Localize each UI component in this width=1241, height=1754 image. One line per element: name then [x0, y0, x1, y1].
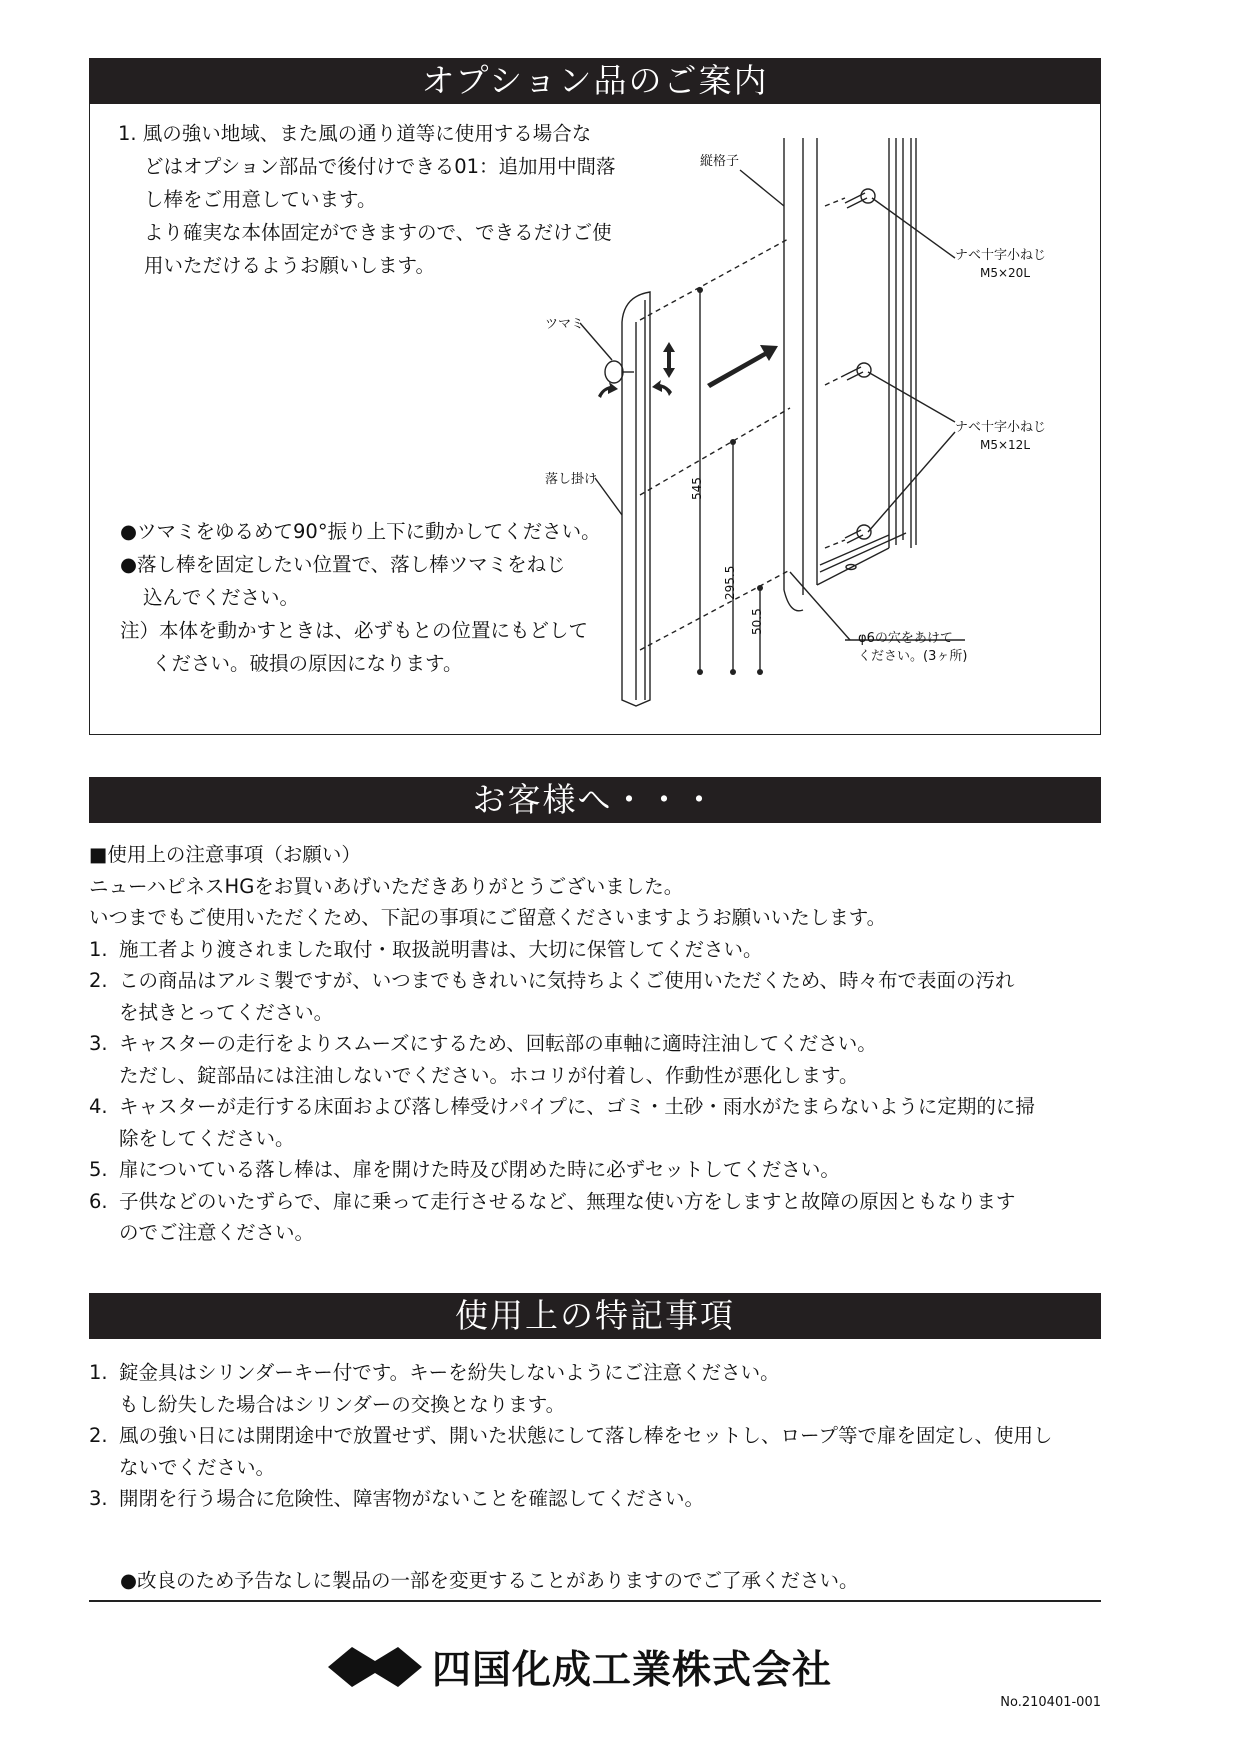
note-text: を拭きとってください。: [119, 1000, 334, 1024]
customer-notes: [89, 839, 1035, 1249]
note-number: 6.: [89, 1189, 108, 1213]
note-text: キャスターの走行をよりスムーズにするため、回転部の車軸に適時注油してください。: [119, 1032, 877, 1055]
note-text: のでご注意ください。: [119, 1221, 315, 1244]
note-item: [89, 1028, 1035, 1060]
label-tatekoshi: 縦格子: [700, 154, 740, 169]
note-number: 3.: [89, 1032, 108, 1055]
customer-section-title: お客様へ・・・: [89, 777, 1101, 823]
note-text: この商品はアルミ製ですが、いつまでもきれいに気持ちよくご使用いただくため、時々布で表面の汚れ: [119, 969, 1015, 992]
note-number: 1.: [89, 937, 108, 961]
dimension-505: 50.5: [750, 608, 764, 635]
note-number: 4.: [89, 1095, 108, 1118]
option-section-title: オプション品のご案内: [89, 58, 1101, 104]
dimension-545: 545: [690, 477, 704, 500]
note-item: [89, 965, 1035, 997]
special-item: [89, 1483, 1052, 1515]
note-item: [89, 1091, 1035, 1123]
label-screw-1-size: M5×20L: [980, 266, 1030, 280]
note-number: 2.: [89, 969, 108, 992]
special-text: 風の強い日には開閉途中で放置せず、開いた状態にして落し棒をセットし、ロープ等で扉を固定し、使用し: [119, 1424, 1053, 1447]
special-text: もし紛失した場合はシリンダーの交換となります。: [119, 1392, 566, 1416]
note-item: [89, 934, 1035, 966]
label-screw-2: ナベ十字小ねじ: [955, 420, 1047, 435]
intro-line: どはオプション部品で後付けできる01：追加用中間落: [144, 155, 616, 178]
company-logo: [328, 1638, 832, 1696]
note-number: 5.: [89, 1158, 108, 1181]
note-text: キャスターが走行する床面および落し棒受けパイプに、ゴミ・土砂・雨水がたまらないように定期的に掃: [119, 1095, 1035, 1118]
bullet-line: ●落し棒を固定したい位置で、落し棒ツマミをねじ: [120, 553, 566, 576]
notes-heading: ■使用上の注意事項（お願い）: [89, 843, 361, 866]
note-item: [89, 1154, 1035, 1186]
special-number: 1.: [89, 1361, 108, 1384]
document-number: No.210401-001: [1000, 1695, 1101, 1710]
footer-divider: [89, 1600, 1101, 1602]
label-knob: ツマミ: [545, 317, 585, 332]
bullet-line: 込んでください。: [143, 586, 300, 609]
special-section-title: 使用上の特記事項: [89, 1293, 1101, 1339]
intro-line: し棒をご用意しています。: [144, 188, 377, 211]
bullet-line: ください。破損の原因になります。: [152, 652, 463, 675]
special-text: ないでください。: [119, 1455, 276, 1479]
dimension-2955: 295.5: [723, 565, 737, 600]
special-number: 3.: [89, 1487, 108, 1510]
installation-diagram: [0, 0, 1241, 760]
special-number: 2.: [89, 1424, 108, 1447]
label-hole-2: ください。(3ヶ所): [858, 649, 968, 664]
notes-intro: いつまでもご使用いただくため、下記の事項にご留意くださいますようお願いいたします。: [89, 906, 887, 929]
improvement-notice: ●改良のため予告なしに製品の一部を変更することがありますのでご了承ください。: [120, 1569, 859, 1592]
note-text: ただし、錠部品には注油しないでください。ホコリが付着し、作動性が悪化します。: [119, 1063, 859, 1087]
note-item: [89, 1186, 1035, 1218]
intro-line: 用いただけるようお願いします。: [144, 254, 435, 277]
intro-line: より確実な本体固定ができますので、できるだけご使: [144, 221, 612, 244]
label-screw-1: ナベ十字小ねじ: [955, 248, 1047, 263]
bullet-line: 注）本体を動かすときは、必ずもとの位置にもどして: [120, 619, 589, 642]
intro-line: 1. 風の強い地域、また風の通り道等に使用する場合な: [118, 122, 592, 145]
note-text: 除をしてください。: [119, 1126, 295, 1150]
special-item: [89, 1357, 1052, 1389]
special-text: 錠金具はシリンダーキー付です。キーを紛失しないようにご注意ください。: [119, 1361, 780, 1384]
note-text: 子供などのいたずらで、扉に乗って走行させるなど、無理な使い方をしますと故障の原因ともなります: [119, 1189, 1016, 1213]
note-text: 扉についている落し棒は、扉を開けた時及び閉めた時に必ずセットしてください。: [119, 1158, 840, 1181]
company-mark-icon: [328, 1643, 422, 1691]
note-text: 施工者より渡されました取付・取扱説明書は、大切に保管してください。: [119, 937, 763, 961]
special-item: [89, 1420, 1052, 1452]
special-notes: [89, 1357, 1052, 1515]
label-hole-1: φ6の穴をあけて: [858, 631, 953, 646]
label-screw-2-size: M5×12L: [980, 438, 1030, 452]
notes-intro: ニューハピネスHGをお買いあげいただきありがとうございました。: [89, 874, 684, 898]
bullet-line: ●ツマミをゆるめて90°振り上下に動かしてください。: [120, 520, 601, 543]
label-rod: 落し掛け: [545, 472, 598, 487]
company-name: 四国化成工業株式会社: [432, 1648, 833, 1693]
special-text: 開閉を行う場合に危険性、障害物がないことを確認してください。: [119, 1487, 705, 1510]
